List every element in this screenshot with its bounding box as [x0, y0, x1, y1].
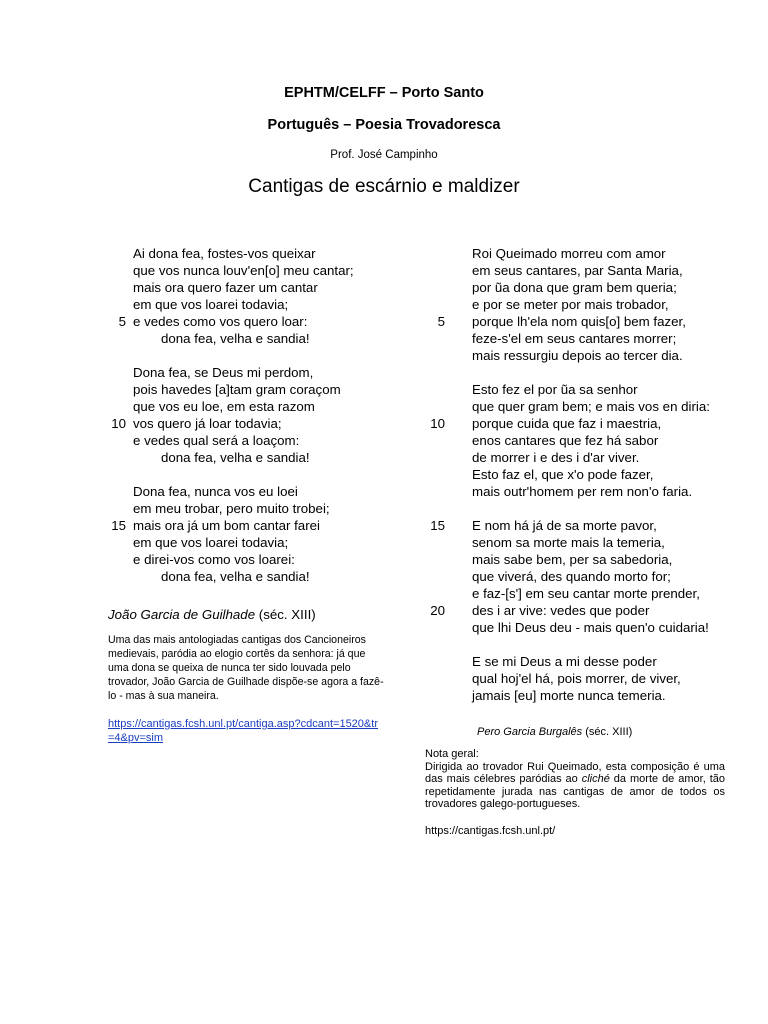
- header-school: EPHTM/CELFF – Porto Santo: [284, 85, 484, 101]
- stanza: [425, 517, 735, 636]
- verse-text: mais sabe bem, per sa sabedoria,: [472, 552, 673, 567]
- verse-line: [425, 602, 735, 619]
- stanza: [108, 364, 398, 466]
- verse-text: mais ora quero fazer um cantar: [133, 280, 318, 295]
- verse-line: [108, 551, 398, 568]
- stanza: [425, 381, 735, 500]
- left-column: [108, 245, 398, 745]
- verse-text: que vos eu loe, em esta razom: [133, 399, 315, 414]
- verse-line: [108, 364, 398, 381]
- header-subject: Português – Poesia Trovadoresca: [267, 117, 501, 133]
- verse-line: [108, 500, 398, 517]
- verse-line: [425, 619, 735, 636]
- verse-text: mais ressurgiu depois ao tercer dia.: [472, 348, 683, 363]
- verse-line: [425, 347, 735, 364]
- verse-line: [425, 534, 735, 551]
- verse-text: dona fea, velha e sandia!: [161, 450, 310, 465]
- verse-line: [425, 483, 735, 500]
- right-author-century: (séc. XIII): [582, 726, 633, 738]
- left-author-century: (séc. XIII): [255, 607, 316, 622]
- verse-line: [425, 262, 735, 279]
- verse-line: [108, 568, 398, 585]
- verse-text: e por se meter por mais trobador,: [472, 297, 669, 312]
- verse-text: jamais [eu] morte nunca temeria.: [472, 688, 666, 703]
- verse-line: [425, 517, 735, 534]
- verse-text: E nom há já de sa morte pavor,: [472, 518, 657, 533]
- line-number: 15: [111, 518, 126, 533]
- verse-line: [425, 245, 735, 262]
- verse-line: [108, 296, 398, 313]
- verse-line: [108, 432, 398, 449]
- line-number: 10: [111, 416, 126, 431]
- verse-text: feze-s'el em seus cantares morrer;: [472, 331, 677, 346]
- verse-line: [425, 585, 735, 602]
- verse-line: [108, 279, 398, 296]
- verse-text: que quer gram bem; e mais vos en diria:: [472, 399, 710, 414]
- verse-text: que lhi Deus deu - mais quen'o cuidaria!: [472, 620, 709, 635]
- right-note: [425, 748, 725, 811]
- stanza: [425, 245, 735, 364]
- stanza: [108, 483, 398, 585]
- page-title: Cantigas de escárnio e maldizer: [248, 176, 520, 197]
- verse-line: [108, 381, 398, 398]
- verse-text: de morrer i e des i d'ar viver.: [472, 450, 640, 465]
- verse-line: [108, 483, 398, 500]
- stanza-gap: [425, 636, 735, 653]
- verse-text: que viverá, des quando morto for;: [472, 569, 671, 584]
- left-author: [108, 607, 398, 622]
- right-note-title: Nota geral:: [425, 748, 479, 760]
- verse-text: por ũa dona que gram bem queria;: [472, 280, 677, 295]
- stanza-gap: [425, 500, 735, 517]
- verse-text: em que vos loarei todavia;: [133, 535, 289, 550]
- verse-text: des i ar vive: vedes que poder: [472, 603, 650, 618]
- verse-text: e vedes como vos quero loar:: [133, 314, 308, 329]
- verse-line: [425, 653, 735, 670]
- verse-text: enos cantares que fez há sabor: [472, 433, 659, 448]
- right-note-post: da morte de amor, tão repetidamente jurada nas cantigas de amor de todos os trovadores galego-portugueses.: [425, 773, 726, 810]
- verse-line: [425, 296, 735, 313]
- verse-line: [108, 262, 398, 279]
- verse-text: Dona fea, nunca vos eu loei: [133, 484, 298, 499]
- verse-line: [425, 670, 735, 687]
- verse-text: Esto faz el, que x'o pode fazer,: [472, 467, 654, 482]
- right-column: [425, 245, 735, 837]
- left-source-link[interactable]: https://cantigas.fcsh.unl.pt/cantiga.asp?cdcant=1520&tr=4&pv=sim: [108, 718, 378, 744]
- verse-text: mais ora já um bom cantar farei: [133, 518, 320, 533]
- stanza: [425, 653, 735, 704]
- verse-line: [425, 415, 735, 432]
- verse-line: [108, 245, 398, 262]
- verse-line: [425, 687, 735, 704]
- line-number: 5: [118, 314, 126, 329]
- verse-text: em seus cantares, par Santa Maria,: [472, 263, 683, 278]
- verse-text: Dona fea, se Deus mi perdom,: [133, 365, 314, 380]
- stanza-gap: [425, 364, 735, 381]
- right-author: [425, 726, 735, 738]
- verse-text: pois havedes [a]tam gram coraçom: [133, 382, 341, 397]
- verse-line: [425, 568, 735, 585]
- verse-line: [425, 551, 735, 568]
- verse-text: e vedes qual será a loaçom:: [133, 433, 300, 448]
- verse-line: [425, 466, 735, 483]
- verse-line: [425, 432, 735, 449]
- header-teacher: Prof. José Campinho: [330, 149, 438, 161]
- verse-text: e faz-[s'] em seu cantar morte prender,: [472, 586, 700, 601]
- verse-text: em que vos loarei todavia;: [133, 297, 289, 312]
- right-author-name: Pero Garcia Burgalês: [477, 726, 583, 738]
- stanza: [108, 245, 398, 347]
- right-source-link[interactable]: https://cantigas.fcsh.unl.pt/: [425, 824, 556, 837]
- stanza-gap: [108, 347, 398, 364]
- line-number: 10: [430, 416, 445, 431]
- verse-text: vos quero já loar todavia;: [133, 416, 282, 431]
- right-poem: [425, 245, 735, 704]
- verse-line: [108, 449, 398, 466]
- verse-text: dona fea, velha e sandia!: [161, 569, 310, 584]
- verse-text: mais outr'homem per rem non'o faria.: [472, 484, 693, 499]
- line-number: 15: [430, 518, 445, 533]
- verse-line: [425, 398, 735, 415]
- right-note-pre: Dirigida ao trovador Rui Queimado, esta composição é uma das mais célebres paródias ao: [425, 760, 725, 785]
- verse-line: [425, 313, 735, 330]
- right-note-body: [425, 761, 725, 811]
- verse-text: porque cuida que faz i maestria,: [472, 416, 662, 431]
- verse-text: Roi Queimado morreu com amor: [472, 246, 666, 261]
- stanza-gap: [108, 466, 398, 483]
- verse-line: [425, 449, 735, 466]
- line-number: 20: [430, 603, 445, 618]
- verse-text: em meu trobar, pero muito trobei;: [133, 501, 330, 516]
- verse-line: [425, 330, 735, 347]
- verse-text: E se mi Deus a mi desse poder: [472, 654, 657, 669]
- verse-text: que vos nunca louv'en[o] meu cantar;: [133, 263, 354, 278]
- verse-text: dona fea, velha e sandia!: [161, 331, 310, 346]
- verse-line: [108, 534, 398, 551]
- line-number: 5: [437, 314, 445, 329]
- left-author-name: João Garcia de Guilhade: [108, 607, 256, 622]
- right-note-emphasis: cliché: [581, 773, 610, 785]
- left-note: Uma das mais antologiadas cantigas dos Cancioneiros medievais, paródia ao elogio cortês da senhora: já que uma dona se queixa de nunca ter sido louvada pelo trovador, João Garcia de Guilhade dispõe-se agora a fazê-lo - mas à sua maneira.: [108, 634, 384, 702]
- verse-line: [108, 330, 398, 347]
- verse-line: [108, 517, 398, 534]
- verse-text: Ai dona fea, fostes-vos queixar: [133, 246, 316, 261]
- verse-line: [108, 415, 398, 432]
- verse-line: [425, 279, 735, 296]
- verse-text: Esto fez el por ũa sa senhor: [472, 382, 638, 397]
- verse-line: [108, 398, 398, 415]
- verse-line: [425, 381, 735, 398]
- verse-text: porque lh'ela nom quis[o] bem fazer,: [472, 314, 686, 329]
- verse-text: e direi-vos como vos loarei:: [133, 552, 295, 567]
- verse-line: [108, 313, 398, 330]
- left-poem: [108, 245, 398, 585]
- verse-text: qual hoj'el há, pois morrer, de viver,: [472, 671, 681, 686]
- verse-text: senom sa morte mais la temeria,: [472, 535, 665, 550]
